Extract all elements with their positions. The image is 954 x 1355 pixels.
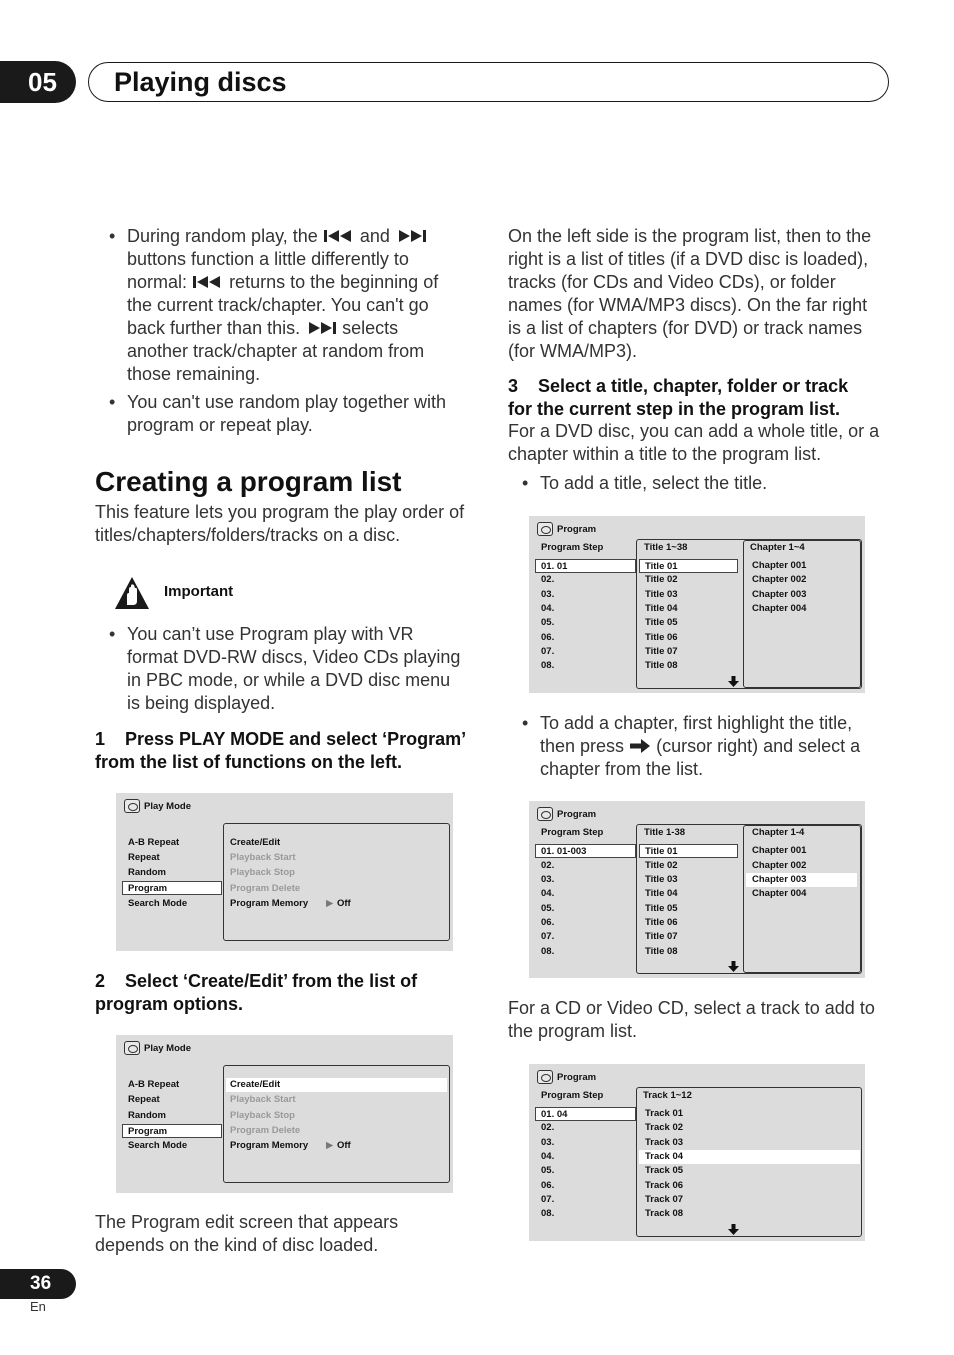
line: names (for WMA/MP3 discs). On the far right [508, 295, 868, 315]
step-number: 2 [95, 971, 106, 991]
title-item[interactable]: Title 04 [645, 888, 678, 899]
track-item-highlighted[interactable]: Track 04 [639, 1150, 860, 1164]
chapter-title: Playing discs [114, 67, 287, 97]
step-item-selected[interactable]: 01. 01 [535, 559, 636, 573]
page-number: 36 [0, 1269, 76, 1299]
track-item[interactable]: Track 03 [645, 1137, 684, 1148]
track-item[interactable]: Track 01 [645, 1108, 684, 1119]
step-item[interactable]: 04. [541, 1151, 555, 1162]
title-item[interactable]: Title 07 [645, 931, 678, 942]
prev-track-icon [323, 229, 355, 243]
step-1 [95, 728, 480, 774]
next-track-icon [305, 321, 337, 335]
step-item-selected[interactable]: 01. 01-003 [535, 844, 636, 858]
step-item[interactable]: 02. [541, 860, 555, 871]
disc-icon [124, 1041, 140, 1055]
title-item[interactable]: Title 07 [645, 646, 678, 657]
function-item-selected[interactable]: Program [122, 881, 222, 895]
line: For a CD or Video CD, select a track to add to [508, 998, 875, 1018]
memory-value: Off [337, 898, 351, 909]
chapter-item[interactable]: Chapter 001 [752, 845, 807, 856]
step-item[interactable]: 07. [541, 931, 555, 942]
bullet-add-chapter: • To add a chapter, first highlight the title, then press (cursor right) and select a chapter from the list. [522, 713, 861, 779]
line: (for WMA/MP3). [508, 341, 637, 361]
line: from the list of functions on the left. [95, 752, 402, 772]
option-item[interactable]: Playback Start [230, 1094, 296, 1105]
step-item[interactable]: 05. [541, 617, 555, 628]
line: program options. [95, 994, 243, 1014]
title-item[interactable]: Title 06 [645, 632, 678, 643]
line: chapter within a title to the program list. [508, 444, 822, 464]
chapter-item[interactable]: Chapter 004 [752, 603, 807, 614]
step-item[interactable]: 05. [541, 903, 555, 914]
title-item[interactable]: Title 04 [645, 603, 678, 614]
title-item[interactable]: Title 06 [645, 917, 678, 928]
title-item-selected[interactable]: Title 01 [639, 844, 738, 858]
title-column-header: Title 1~38 [644, 542, 688, 553]
line: chapter from the list. [540, 759, 704, 779]
step-item[interactable]: 07. [541, 646, 555, 657]
chapter-item-highlighted[interactable]: Chapter 003 [746, 873, 857, 887]
closing-note [95, 1211, 480, 1257]
scroll-down-icon[interactable] [728, 1224, 739, 1235]
scroll-down-icon[interactable] [728, 961, 739, 972]
step-column-header: Program Step [541, 1090, 604, 1101]
line: and [359, 226, 390, 246]
step-item[interactable]: 05. [541, 1165, 555, 1176]
important-label: Important [164, 583, 234, 600]
line: During random play, the [127, 226, 318, 246]
function-item[interactable]: Repeat [128, 1094, 160, 1105]
screen-title: Program [557, 809, 597, 820]
program-screen-3 [529, 1064, 865, 1241]
line: To add a chapter, first highlight the title, [540, 713, 853, 733]
title-item[interactable]: Title 08 [645, 946, 678, 957]
line: returns to the beginning of [229, 272, 439, 292]
line: normal: [127, 272, 188, 292]
option-item[interactable]: Program Delete [230, 883, 301, 894]
chapter-item[interactable]: Chapter 003 [752, 589, 807, 600]
track-item[interactable]: Track 07 [645, 1194, 684, 1205]
line: in PBC mode, or while a DVD disc menu [127, 670, 451, 690]
step-item[interactable]: 04. [541, 888, 555, 899]
step-item[interactable]: 06. [541, 632, 555, 643]
cursor-right-icon [629, 739, 651, 753]
screen-header [537, 522, 596, 538]
line: is being displayed. [127, 693, 276, 713]
title-item-selected[interactable]: Title 01 [639, 559, 738, 573]
option-item[interactable]: Playback Start [230, 852, 296, 863]
next-track-icon [395, 229, 427, 243]
step-3-body [508, 420, 898, 466]
function-item[interactable]: Random [128, 867, 166, 878]
screen-title: Play Mode [144, 1043, 191, 1054]
chapter-column-header: Chapter 1-4 [752, 827, 805, 838]
step-item[interactable]: 07. [541, 1194, 555, 1205]
track-column-header: Track 1~12 [643, 1090, 692, 1101]
function-item-selected[interactable]: Program [122, 1124, 222, 1138]
step-item[interactable]: 08. [541, 660, 555, 671]
title-item[interactable]: Title 03 [645, 589, 678, 600]
line: The Program edit screen that appears [95, 1212, 399, 1232]
track-item[interactable]: Track 08 [645, 1208, 684, 1219]
step-item[interactable]: 08. [541, 1208, 555, 1219]
line: back further than this. [127, 318, 301, 338]
step-column-header: Program Step [541, 542, 604, 553]
title-item[interactable]: Title 05 [645, 903, 678, 914]
option-item-highlighted[interactable]: Create/Edit [226, 1078, 447, 1092]
screen-header [124, 799, 191, 815]
screen-header [537, 807, 596, 823]
title-item[interactable]: Title 05 [645, 617, 678, 628]
option-item[interactable]: Program Memory [230, 898, 309, 909]
line: This feature lets you program the play order of [95, 502, 465, 522]
step-item[interactable]: 06. [541, 917, 555, 928]
step-2 [95, 970, 480, 1016]
step-column-header: Program Step [541, 827, 604, 838]
option-item[interactable]: Playback Stop [230, 1110, 295, 1121]
prev-track-icon [192, 275, 224, 289]
title-item[interactable]: Title 03 [645, 874, 678, 885]
bullet-program-restriction: • You can’t use Program play with VR format DVD-RW discs, Video CDs playing in PBC mode, or while a DVD disc menu is being displayed. [109, 624, 461, 713]
line: is a list of chapters (for DVD) or track names [508, 318, 863, 338]
line: You can't use random play together with [127, 392, 446, 412]
playmode-screen-2 [116, 1035, 453, 1193]
option-item[interactable]: Create/Edit [230, 837, 281, 848]
chapter-number: 05 [0, 61, 76, 103]
line: On the left side is the program list, then to the [508, 226, 872, 246]
title-column-header: Title 1-38 [644, 827, 686, 838]
line: (cursor right) and select a [656, 736, 861, 756]
line: selects [342, 318, 399, 338]
bullet-random-play-buttons: • During random play, the and buttons function a little differently to normal: returns to the beginning of the current track/chapter. You can't go back further than this. selects another track/chapter at random from those remaining. [109, 226, 439, 384]
line: Press PLAY MODE and select ‘Program’ [125, 729, 467, 749]
line: format DVD-RW discs, Video CDs playing [127, 647, 461, 667]
step-number: 3 [508, 376, 519, 396]
program-screen-2 [529, 801, 865, 978]
screen-header [537, 1070, 596, 1086]
disc-icon [537, 1070, 553, 1084]
function-item[interactable]: Search Mode [128, 898, 188, 909]
line: buttons function a little differently to [127, 249, 409, 269]
line: tracks (for CDs and Video CDs), or folder [508, 272, 836, 292]
step-item[interactable]: 02. [541, 574, 555, 585]
line: Select a title, chapter, folder or track [538, 376, 849, 396]
line: another track/chapter at random from [127, 341, 425, 361]
section-intro [95, 501, 480, 547]
line: You can’t use Program play with VR [127, 624, 414, 644]
right-triangle-icon: ▶ [326, 898, 334, 909]
track-item[interactable]: Track 05 [645, 1165, 684, 1176]
chapter-column-header: Chapter 1~4 [750, 542, 805, 553]
step-item[interactable]: 03. [541, 874, 555, 885]
track-item[interactable]: Track 02 [645, 1122, 684, 1133]
disc-icon [537, 807, 553, 821]
step-item[interactable]: 02. [541, 1122, 555, 1133]
bullet-add-title: • To add a title, select the title. [522, 472, 892, 495]
chapter-item[interactable]: Chapter 001 [752, 560, 807, 571]
screen-header [124, 1041, 191, 1057]
function-item[interactable]: A-B Repeat [128, 837, 180, 848]
page-language: En [30, 1299, 46, 1314]
section-title: Creating a program list [95, 466, 402, 497]
line: the current track/chapter. You can't go [127, 295, 429, 315]
title-item[interactable]: Title 02 [645, 574, 678, 585]
line: for the current step in the program list. [508, 399, 841, 419]
bullet-random-restriction: • You can't use random play together with program or repeat play. [109, 392, 446, 435]
step-item[interactable]: 04. [541, 603, 555, 614]
line: depends on the kind of disc loaded. [95, 1235, 379, 1255]
title-item[interactable]: Title 08 [645, 660, 678, 671]
disc-icon [124, 799, 140, 813]
function-item[interactable]: Search Mode [128, 1140, 188, 1151]
chapter-item[interactable]: Chapter 004 [752, 888, 807, 899]
function-item[interactable]: Repeat [128, 852, 160, 863]
step-number: 1 [95, 729, 106, 749]
function-item[interactable]: A-B Repeat [128, 1079, 180, 1090]
line: titles/chapters/folders/tracks on a disc. [95, 525, 401, 545]
line: right is a list of titles (if a DVD disc is loaded), [508, 249, 869, 269]
track-item[interactable]: Track 06 [645, 1180, 684, 1191]
scroll-down-icon[interactable] [728, 676, 739, 687]
line: the program list. [508, 1021, 638, 1041]
line: those remaining. [127, 364, 261, 384]
program-list-intro [508, 225, 898, 363]
disc-icon [537, 522, 553, 536]
line: then press [540, 736, 625, 756]
screen-title: Program [557, 1072, 597, 1083]
program-screen-1 [529, 516, 865, 693]
right-triangle-icon: ▶ [326, 1140, 334, 1151]
step-item[interactable]: 03. [541, 589, 555, 600]
title-item[interactable]: Title 02 [645, 860, 678, 871]
line: For a DVD disc, you can add a whole title, or a [508, 421, 880, 441]
line: Select ‘Create/Edit’ from the list of [125, 971, 418, 991]
function-item[interactable]: Random [128, 1110, 166, 1121]
chapter-item[interactable]: Chapter 002 [752, 574, 807, 585]
line: To add a title, select the title. [540, 473, 768, 493]
step-item[interactable]: 03. [541, 1137, 555, 1148]
step-3 [508, 375, 898, 421]
chapter-item[interactable]: Chapter 002 [752, 860, 807, 871]
screen-title: Play Mode [144, 801, 191, 812]
screen-title: Program [557, 524, 597, 535]
option-item[interactable]: Program Memory [230, 1140, 309, 1151]
warning-hand-icon [113, 575, 151, 611]
step-item[interactable]: 08. [541, 946, 555, 957]
option-item[interactable]: Playback Stop [230, 867, 295, 878]
playmode-screen-1 [116, 793, 453, 951]
cd-note [508, 997, 898, 1043]
step-item-selected[interactable]: 01. 04 [535, 1107, 636, 1121]
option-item[interactable]: Program Delete [230, 1125, 301, 1136]
line: program or repeat play. [127, 415, 313, 435]
memory-value: Off [337, 1140, 351, 1151]
step-item[interactable]: 06. [541, 1180, 555, 1191]
